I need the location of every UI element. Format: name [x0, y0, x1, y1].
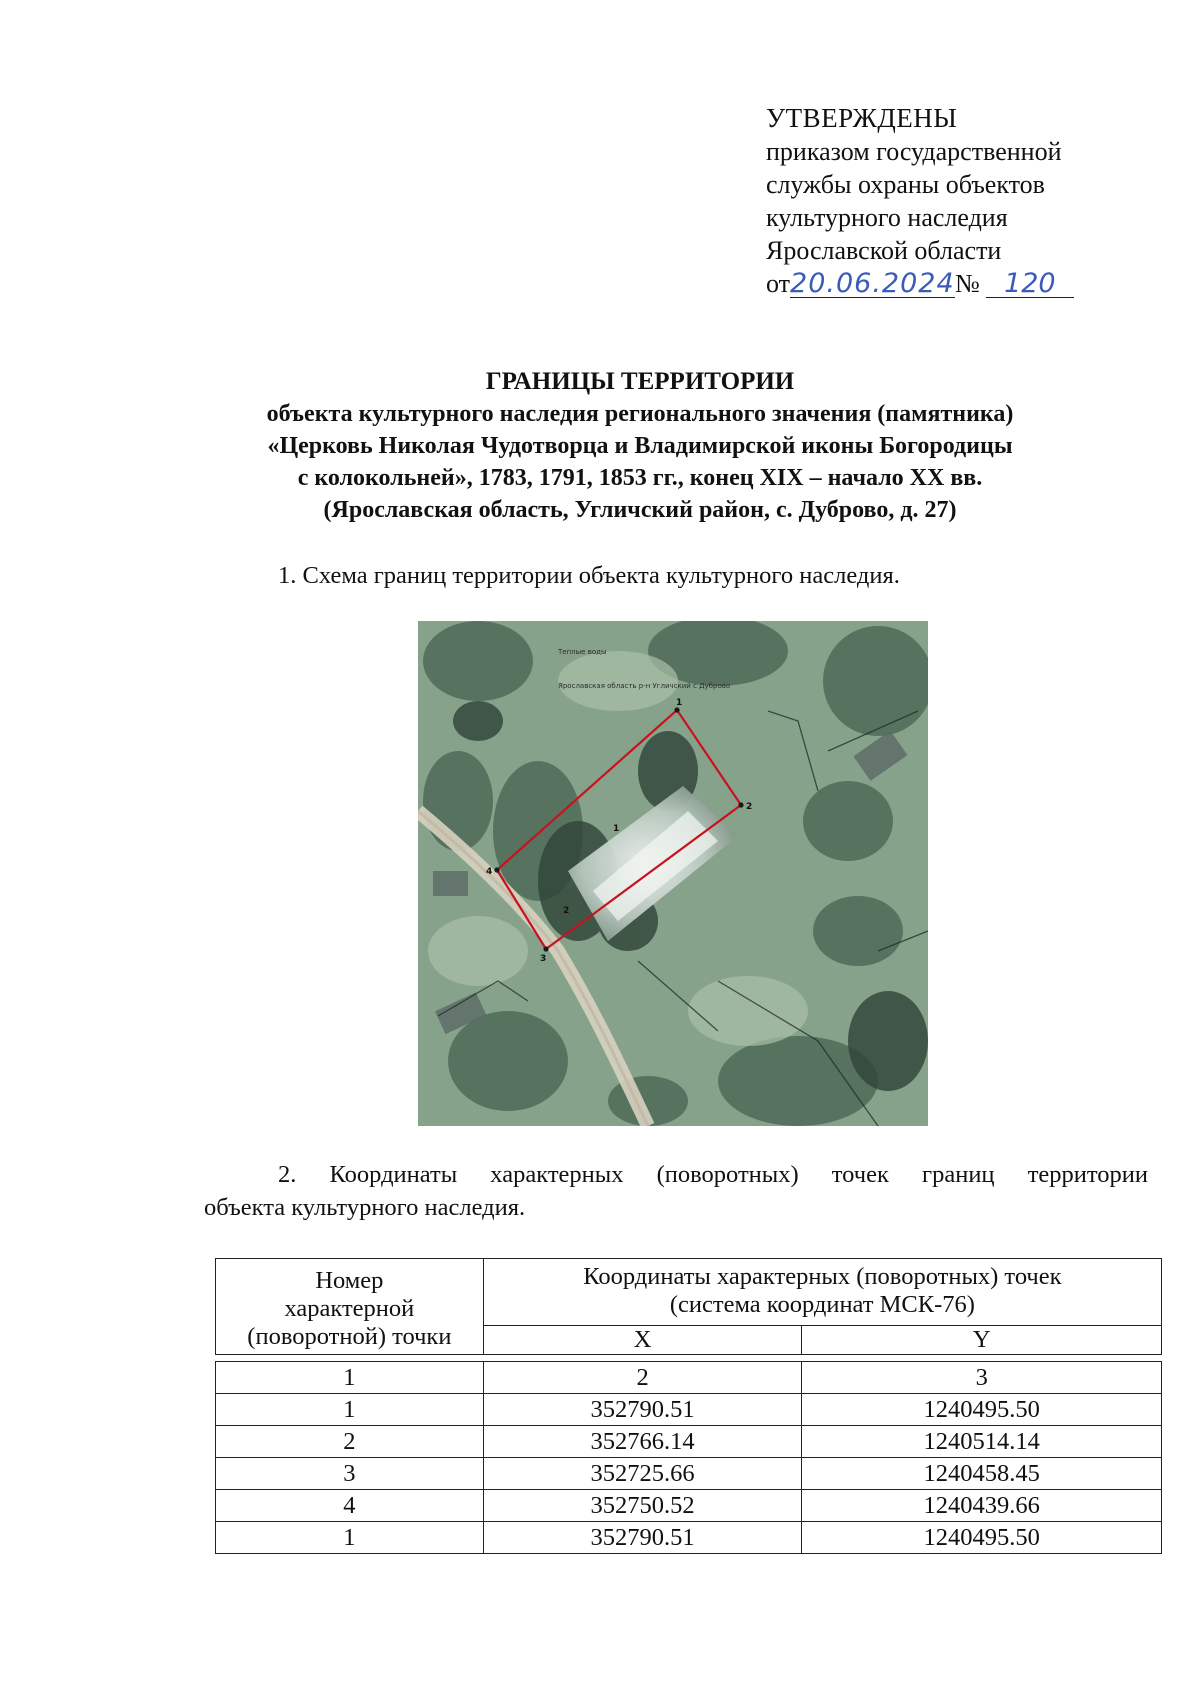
date-prefix: от [766, 269, 791, 298]
header-line: Координаты характерных (поворотных) точек [583, 1263, 1062, 1290]
coordinates-table [215, 1258, 1162, 1554]
header-line: характерной [284, 1294, 415, 1322]
table-row [216, 1426, 1162, 1458]
cell-y: 1240514.14 [802, 1426, 1162, 1458]
header-line: (поворотной) точки [247, 1322, 452, 1350]
handwritten-date: 20.06.2024 [790, 268, 955, 299]
approval-line: культурного наследия [766, 203, 1008, 232]
cell-x: 352790.51 [483, 1394, 802, 1426]
title-line: (Ярославская область, Угличский район, с. Дуброво, д. 27) [323, 497, 957, 523]
cell-point: 1 [216, 1522, 484, 1554]
approval-date-line [766, 267, 1156, 300]
header-x: X [483, 1326, 802, 1355]
point-label: 3 [540, 954, 547, 964]
cell-y: 1240495.50 [802, 1394, 1162, 1426]
number-sign: № [955, 269, 980, 298]
document-title [190, 366, 1090, 526]
inner-label: 2 [563, 906, 570, 916]
approval-heading: УТВЕРЖДЕНЫ [766, 103, 958, 133]
inner-label: 1 [613, 824, 620, 834]
approval-line: приказом государственной [766, 137, 1062, 166]
numbering-row [216, 1362, 1162, 1394]
cell-point: 3 [216, 1458, 484, 1490]
cell: 2 [483, 1362, 802, 1394]
header-y: Y [802, 1326, 1162, 1355]
boundary-map [418, 621, 928, 1126]
table-row [216, 1490, 1162, 1522]
cell-x: 352750.52 [483, 1490, 802, 1522]
cell: 1 [216, 1362, 484, 1394]
point-label: 4 [486, 867, 493, 877]
table-row [216, 1522, 1162, 1554]
cell-y: 1240495.50 [802, 1522, 1162, 1554]
cell-point: 1 [216, 1394, 484, 1426]
section-2-line: 2. Координаты характерных (поворотных) точек границ территории [278, 1161, 1148, 1188]
approval-line: Ярославской области [766, 236, 1002, 265]
handwritten-number: 120 [986, 271, 1074, 298]
point-label: 2 [746, 802, 753, 812]
title-line: с колокольней», 1783, 1791, 1853 гг., конец XIX – начало XX вв. [297, 465, 983, 491]
title-line: «Церковь Николая Чудотворца и Владимирской иконы Богородицы [267, 433, 1013, 459]
title-main: ГРАНИЦЫ ТЕРРИТОРИИ [485, 368, 795, 395]
table-row [216, 1458, 1162, 1490]
section-1-heading: 1. Схема границ территории объекта культурного наследия. [278, 562, 900, 589]
cell-point: 4 [216, 1490, 484, 1522]
map-label-small: Ярославская область р-н Угличский с Дуброво [558, 682, 731, 690]
header-line: Номер [315, 1266, 384, 1294]
cell-x: 352725.66 [483, 1458, 802, 1490]
section-2-heading [204, 1158, 1148, 1224]
cell-y: 1240439.66 [802, 1490, 1162, 1522]
cell-point: 2 [216, 1426, 484, 1458]
title-line: объекта культурного наследия регионального значения (памятника) [266, 401, 1014, 427]
table-row [216, 1394, 1162, 1426]
header-coordinates [483, 1259, 1161, 1326]
approval-line: службы охраны объектов [766, 170, 1045, 199]
approval-block [766, 102, 1156, 300]
header-point-number [216, 1259, 484, 1355]
map-label-small: Теплые воды [558, 648, 607, 656]
cell: 3 [802, 1362, 1162, 1394]
cell-y: 1240458.45 [802, 1458, 1162, 1490]
section-2-line: объекта культурного наследия. [204, 1194, 526, 1221]
cell-x: 352790.51 [483, 1522, 802, 1554]
cell-x: 352766.14 [483, 1426, 802, 1458]
point-label: 1 [676, 698, 683, 708]
header-line: (система координат МСК-76) [669, 1291, 975, 1318]
satellite-image [418, 621, 928, 1126]
